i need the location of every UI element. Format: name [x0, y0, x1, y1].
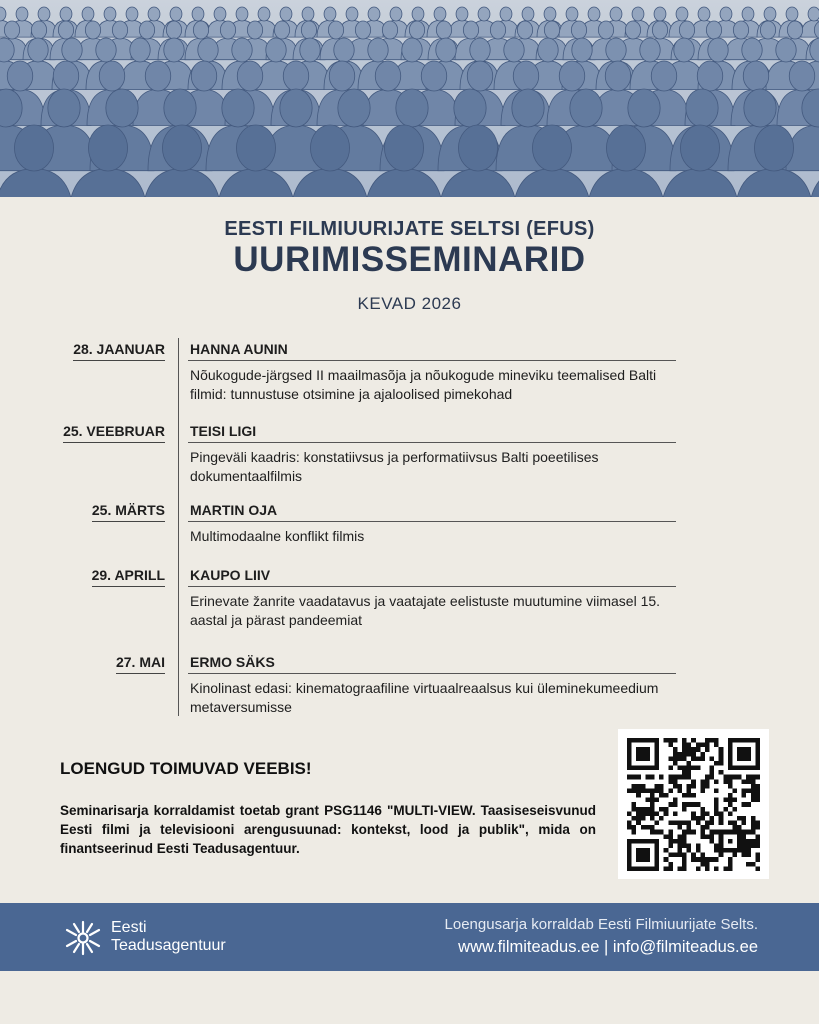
organizer-text: Loengusarja korraldab Eesti Filmiuurijate Selts. [444, 916, 758, 933]
divider [188, 586, 676, 587]
seminar-talk-title: Erinevate žanrite vaadatavus ja vaatajate eelistuste muutumine viimasel 15. aastal ja pärast pandeemiat [190, 593, 661, 628]
qr-code-icon [627, 738, 760, 871]
seminar-speaker: KAUPO LIIV [190, 567, 271, 583]
seminar-date: 28. JAANUAR [73, 341, 165, 361]
qr-code[interactable] [618, 729, 769, 879]
audience-illustration [0, 0, 819, 197]
page-title: UURIMISSEMINARID [233, 240, 586, 279]
contact-links[interactable]: www.filmiteadus.ee | info@filmiteadus.ee [458, 938, 758, 956]
seminar-speaker: TEISI LIGI [190, 423, 257, 439]
grant-statement: Seminarisarja korraldamist toetab grant PSG1146 "MULTI-VIEW. Taasiseseisvunud Eesti filmi ja televisiooni arengusuunad: kontekst, lood ja publik", mida on finantseerinud Eesti Teadusagentuur. [60, 803, 596, 856]
seminar-date: 29. APRILL [92, 567, 165, 587]
seminar-talk-title: Kinolinast edasi: kinematograafiline virtuaalreaalsus kui üleminekumeedium metaversumisse [190, 680, 659, 715]
teadusagentuur-logo-icon [64, 920, 102, 956]
seminar-speaker: HANNA AUNIN [190, 341, 288, 357]
logo-line: Teadusagentuur [111, 937, 226, 954]
divider [188, 442, 676, 443]
seminar-speaker: ERMO SÄKS [190, 654, 275, 670]
seminar-date: 27. MAI [116, 654, 165, 674]
footer-bar [0, 903, 819, 971]
divider [188, 360, 676, 361]
timeline-divider [178, 338, 179, 716]
season-label: KEVAD 2026 [357, 294, 462, 313]
seminar-talk-title: Multimodaalne konflikt filmis [190, 528, 365, 544]
seminar-talk-title: Nõukogude-järgsed II maailmasõja ja nõukogude mineviku teemalised Balti filmid: tunnustuse otsimine ja ajaloolised pimekohad [190, 367, 657, 402]
logo-line: Eesti [111, 919, 147, 936]
hero-overlay [0, 0, 819, 197]
seminar-speaker: MARTIN OJA [190, 502, 278, 518]
divider [188, 673, 676, 674]
seminar-talk-title: Pingeväli kaadris: konstatiivsus ja performatiivsus Balti poeetilises dokumentaalfilmis [190, 449, 599, 484]
divider [188, 521, 676, 522]
seminar-date: 25. VEEBRUAR [63, 423, 165, 443]
logo-wordmark [111, 919, 226, 955]
organization-title: EESTI FILMIUURIJATE SELTSI (EFUS) [224, 218, 595, 240]
seminar-date: 25. MÄRTS [92, 502, 165, 522]
online-notice: LOENGUD TOIMUVAD VEEBIS! [60, 759, 312, 778]
